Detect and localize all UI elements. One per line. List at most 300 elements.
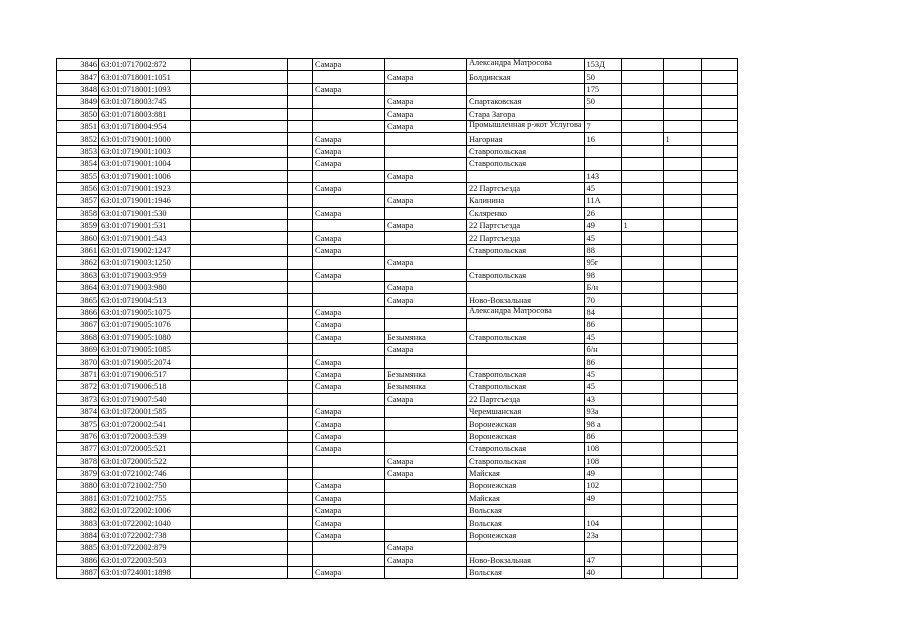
empty-cell[interactable] [191,182,288,194]
empty-narrow-cell[interactable] [288,467,313,479]
street-cell[interactable]: Ново-Вокзальная [467,554,585,566]
last-cell[interactable] [701,430,737,442]
street-cell[interactable]: Промышленная р-жот Услугова [467,120,585,132]
city-cell[interactable]: Самара [313,443,385,455]
district-cell[interactable]: Самара [385,282,467,294]
empty-narrow-cell[interactable] [288,368,313,380]
row-number-cell[interactable]: 3880 [57,480,99,492]
cadastral-number-cell[interactable]: 63:01:0719005:1080 [99,331,191,343]
city-cell[interactable] [313,282,385,294]
empty-narrow-cell[interactable] [288,430,313,442]
empty-cell[interactable] [191,195,288,207]
empty-narrow-cell[interactable] [288,232,313,244]
cadastral-number-cell[interactable]: 63:01:0722002:879 [99,542,191,554]
city-cell[interactable]: Самара [313,356,385,368]
empty-cell[interactable] [191,170,288,182]
extra-cell[interactable] [621,207,663,219]
empty-narrow-cell[interactable] [288,567,313,579]
city-cell[interactable]: Самара [313,418,385,430]
city-cell[interactable]: Самара [313,517,385,529]
district-cell[interactable] [385,430,467,442]
empty-cell[interactable] [191,517,288,529]
extra-cell[interactable] [621,418,663,430]
street-cell[interactable]: Майская [467,467,585,479]
house-number-cell[interactable]: 43 [584,393,621,405]
empty-narrow-cell[interactable] [288,393,313,405]
last-cell[interactable] [701,517,737,529]
cadastral-number-cell[interactable]: 63:01:0720005:522 [99,455,191,467]
empty-narrow-cell[interactable] [288,83,313,95]
extra-cell[interactable] [621,331,663,343]
empty-narrow-cell[interactable] [288,418,313,430]
street-cell[interactable]: Калинина [467,195,585,207]
flag-cell[interactable] [663,83,701,95]
last-cell[interactable] [701,542,737,554]
flag-cell[interactable] [663,108,701,120]
flag-cell[interactable] [663,269,701,281]
cadastral-number-cell[interactable]: 63:01:0719006:517 [99,368,191,380]
city-cell[interactable]: Самара [313,306,385,318]
cadastral-number-cell[interactable]: 63:01:0718003:745 [99,96,191,108]
district-cell[interactable] [385,306,467,318]
house-number-cell[interactable]: 95г [584,257,621,269]
extra-cell[interactable] [621,492,663,504]
extra-cell[interactable] [621,269,663,281]
row-number-cell[interactable]: 3849 [57,96,99,108]
empty-cell[interactable] [191,443,288,455]
extra-cell[interactable] [621,430,663,442]
district-cell[interactable]: Самара [385,170,467,182]
last-cell[interactable] [701,343,737,355]
cadastral-number-cell[interactable]: 63:01:0719007:540 [99,393,191,405]
district-cell[interactable]: Безымянка [385,368,467,380]
cadastral-number-cell[interactable]: 63:01:0719001:1004 [99,158,191,170]
empty-narrow-cell[interactable] [288,220,313,232]
street-cell[interactable] [467,343,585,355]
house-number-cell[interactable]: 49 [584,492,621,504]
empty-narrow-cell[interactable] [288,59,313,71]
empty-narrow-cell[interactable] [288,145,313,157]
district-cell[interactable]: Самара [385,542,467,554]
empty-cell[interactable] [191,529,288,541]
city-cell[interactable]: Самара [313,492,385,504]
extra-cell[interactable] [621,505,663,517]
city-cell[interactable]: Самара [313,529,385,541]
house-number-cell[interactable]: 98 [584,269,621,281]
empty-narrow-cell[interactable] [288,554,313,566]
city-cell[interactable]: Самара [313,319,385,331]
row-number-cell[interactable]: 3872 [57,381,99,393]
cadastral-number-cell[interactable]: 63:01:0718001:1093 [99,83,191,95]
extra-cell[interactable] [621,59,663,71]
district-cell[interactable]: Безымянка [385,331,467,343]
house-number-cell[interactable]: 40 [584,567,621,579]
district-cell[interactable]: Самара [385,257,467,269]
cadastral-number-cell[interactable]: 63:01:0717002:872 [99,59,191,71]
row-number-cell[interactable]: 3876 [57,430,99,442]
city-cell[interactable] [313,120,385,132]
city-cell[interactable] [313,96,385,108]
empty-narrow-cell[interactable] [288,282,313,294]
flag-cell[interactable] [663,381,701,393]
extra-cell[interactable] [621,170,663,182]
cadastral-number-cell[interactable]: 63:01:0719004:513 [99,294,191,306]
flag-cell[interactable] [663,492,701,504]
row-number-cell[interactable]: 3865 [57,294,99,306]
cadastral-number-cell[interactable]: 63:01:0724001:1898 [99,567,191,579]
row-number-cell[interactable]: 3846 [57,59,99,71]
flag-cell[interactable] [663,405,701,417]
city-cell[interactable] [313,343,385,355]
empty-cell[interactable] [191,567,288,579]
empty-narrow-cell[interactable] [288,207,313,219]
city-cell[interactable]: Самара [313,505,385,517]
empty-narrow-cell[interactable] [288,356,313,368]
row-number-cell[interactable]: 3855 [57,170,99,182]
cadastral-number-cell[interactable]: 63:01:0720001:585 [99,405,191,417]
empty-narrow-cell[interactable] [288,505,313,517]
cadastral-number-cell[interactable]: 63:01:0720003:539 [99,430,191,442]
extra-cell[interactable] [621,319,663,331]
flag-cell[interactable] [663,554,701,566]
flag-cell[interactable] [663,257,701,269]
flag-cell[interactable] [663,207,701,219]
house-number-cell[interactable]: 86 [584,430,621,442]
street-cell[interactable]: Ставропольская [467,158,585,170]
district-cell[interactable] [385,529,467,541]
empty-cell[interactable] [191,467,288,479]
cadastral-number-cell[interactable]: 63:01:0719005:1075 [99,306,191,318]
house-number-cell[interactable]: 49 [584,467,621,479]
street-cell[interactable]: Ново-Вокзальная [467,294,585,306]
last-cell[interactable] [701,158,737,170]
last-cell[interactable] [701,220,737,232]
row-number-cell[interactable]: 3867 [57,319,99,331]
street-cell[interactable]: Скляренко [467,207,585,219]
flag-cell[interactable] [663,145,701,157]
empty-cell[interactable] [191,207,288,219]
empty-narrow-cell[interactable] [288,96,313,108]
district-cell[interactable] [385,158,467,170]
house-number-cell[interactable]: 175 [584,83,621,95]
empty-narrow-cell[interactable] [288,294,313,306]
street-cell[interactable]: Ставропольская [467,269,585,281]
extra-cell[interactable] [621,356,663,368]
city-cell[interactable] [313,108,385,120]
last-cell[interactable] [701,505,737,517]
row-number-cell[interactable]: 3856 [57,182,99,194]
district-cell[interactable] [385,418,467,430]
row-number-cell[interactable]: 3878 [57,455,99,467]
district-cell[interactable] [385,319,467,331]
row-number-cell[interactable]: 3885 [57,542,99,554]
empty-cell[interactable] [191,59,288,71]
empty-cell[interactable] [191,145,288,157]
city-cell[interactable] [313,220,385,232]
house-number-cell[interactable]: 70 [584,294,621,306]
house-number-cell[interactable]: 50 [584,71,621,83]
flag-cell[interactable] [663,294,701,306]
empty-narrow-cell[interactable] [288,170,313,182]
cadastral-number-cell[interactable]: 63:01:0719001:1006 [99,170,191,182]
flag-cell[interactable] [663,567,701,579]
row-number-cell[interactable]: 3887 [57,567,99,579]
empty-narrow-cell[interactable] [288,120,313,132]
row-number-cell[interactable]: 3857 [57,195,99,207]
empty-cell[interactable] [191,120,288,132]
empty-cell[interactable] [191,542,288,554]
empty-narrow-cell[interactable] [288,195,313,207]
district-cell[interactable]: Самара [385,393,467,405]
extra-cell[interactable] [621,554,663,566]
cadastral-number-cell[interactable]: 63:01:0719001:531 [99,220,191,232]
cadastral-number-cell[interactable]: 63:01:0719003:959 [99,269,191,281]
empty-narrow-cell[interactable] [288,306,313,318]
cadastral-number-cell[interactable]: 63:01:0721002:750 [99,480,191,492]
last-cell[interactable] [701,418,737,430]
extra-cell[interactable] [621,467,663,479]
cadastral-number-cell[interactable]: 63:01:0719001:543 [99,232,191,244]
extra-cell[interactable] [621,182,663,194]
empty-narrow-cell[interactable] [288,319,313,331]
flag-cell[interactable] [663,393,701,405]
district-cell[interactable] [385,244,467,256]
street-cell[interactable]: Вольская [467,517,585,529]
last-cell[interactable] [701,120,737,132]
house-number-cell[interactable]: Б/н [584,282,621,294]
empty-cell[interactable] [191,343,288,355]
empty-narrow-cell[interactable] [288,529,313,541]
house-number-cell[interactable]: 84 [584,306,621,318]
row-number-cell[interactable]: 3864 [57,282,99,294]
district-cell[interactable] [385,517,467,529]
cadastral-number-cell[interactable]: 63:01:0719003:980 [99,282,191,294]
row-number-cell[interactable]: 3847 [57,71,99,83]
cadastral-number-cell[interactable]: 63:01:0719001:1000 [99,133,191,145]
flag-cell[interactable] [663,430,701,442]
empty-cell[interactable] [191,220,288,232]
street-cell[interactable]: Ставропольская [467,381,585,393]
district-cell[interactable] [385,505,467,517]
house-number-cell[interactable]: 45 [584,381,621,393]
extra-cell[interactable] [621,343,663,355]
house-number-cell[interactable]: 86 [584,356,621,368]
empty-cell[interactable] [191,108,288,120]
empty-narrow-cell[interactable] [288,269,313,281]
last-cell[interactable] [701,319,737,331]
row-number-cell[interactable]: 3868 [57,331,99,343]
last-cell[interactable] [701,529,737,541]
house-number-cell[interactable] [584,145,621,157]
city-cell[interactable]: Самара [313,368,385,380]
flag-cell[interactable] [663,306,701,318]
flag-cell[interactable] [663,517,701,529]
cadastral-number-cell[interactable]: 63:01:0719002:1247 [99,244,191,256]
street-cell[interactable]: Стара Загора [467,108,585,120]
street-cell[interactable]: 22 Партсъезда [467,220,585,232]
house-number-cell[interactable]: 104 [584,517,621,529]
last-cell[interactable] [701,108,737,120]
empty-narrow-cell[interactable] [288,108,313,120]
city-cell[interactable]: Самара [313,133,385,145]
empty-cell[interactable] [191,244,288,256]
extra-cell[interactable] [621,120,663,132]
row-number-cell[interactable]: 3883 [57,517,99,529]
street-cell[interactable]: Ставропольская [467,455,585,467]
last-cell[interactable] [701,405,737,417]
flag-cell[interactable] [663,319,701,331]
extra-cell[interactable] [621,567,663,579]
row-number-cell[interactable]: 3854 [57,158,99,170]
flag-cell[interactable] [663,368,701,380]
district-cell[interactable] [385,480,467,492]
row-number-cell[interactable]: 3859 [57,220,99,232]
empty-narrow-cell[interactable] [288,517,313,529]
extra-cell[interactable] [621,158,663,170]
extra-cell[interactable] [621,542,663,554]
empty-cell[interactable] [191,282,288,294]
house-number-cell[interactable]: 45 [584,232,621,244]
street-cell[interactable]: Вольская [467,567,585,579]
empty-narrow-cell[interactable] [288,381,313,393]
district-cell[interactable] [385,492,467,504]
extra-cell[interactable]: 1 [621,220,663,232]
district-cell[interactable]: Самара [385,343,467,355]
flag-cell[interactable] [663,443,701,455]
house-number-cell[interactable]: 50 [584,96,621,108]
last-cell[interactable] [701,455,737,467]
empty-cell[interactable] [191,405,288,417]
district-cell[interactable]: Самара [385,554,467,566]
flag-cell[interactable] [663,158,701,170]
house-number-cell[interactable]: 49 [584,220,621,232]
district-cell[interactable] [385,182,467,194]
last-cell[interactable] [701,443,737,455]
cadastral-number-cell[interactable]: 63:01:0719006:518 [99,381,191,393]
empty-narrow-cell[interactable] [288,331,313,343]
flag-cell[interactable]: 1 [663,133,701,145]
street-cell[interactable]: 22 Партсъезда [467,182,585,194]
district-cell[interactable]: Самара [385,96,467,108]
house-number-cell[interactable]: 47 [584,554,621,566]
last-cell[interactable] [701,282,737,294]
street-cell[interactable]: Нагорная [467,133,585,145]
street-cell[interactable]: Александра Матросова [467,306,585,318]
house-number-cell[interactable] [584,542,621,554]
city-cell[interactable] [313,170,385,182]
last-cell[interactable] [701,244,737,256]
district-cell[interactable] [385,232,467,244]
district-cell[interactable] [385,443,467,455]
flag-cell[interactable] [663,467,701,479]
row-number-cell[interactable]: 3850 [57,108,99,120]
street-cell[interactable]: Александра Матросова [467,59,585,71]
extra-cell[interactable] [621,145,663,157]
empty-cell[interactable] [191,71,288,83]
flag-cell[interactable] [663,505,701,517]
street-cell[interactable] [467,319,585,331]
row-number-cell[interactable]: 3879 [57,467,99,479]
district-cell[interactable]: Самара [385,294,467,306]
city-cell[interactable]: Самара [313,207,385,219]
row-number-cell[interactable]: 3877 [57,443,99,455]
street-cell[interactable] [467,170,585,182]
row-number-cell[interactable]: 3858 [57,207,99,219]
district-cell[interactable] [385,207,467,219]
last-cell[interactable] [701,133,737,145]
cadastral-number-cell[interactable]: 63:01:0719003:1250 [99,257,191,269]
empty-narrow-cell[interactable] [288,455,313,467]
street-cell[interactable]: Ставропольская [467,331,585,343]
empty-cell[interactable] [191,554,288,566]
city-cell[interactable] [313,554,385,566]
flag-cell[interactable] [663,542,701,554]
district-cell[interactable] [385,59,467,71]
house-number-cell[interactable]: 23а [584,529,621,541]
city-cell[interactable]: Самара [313,381,385,393]
row-number-cell[interactable]: 3882 [57,505,99,517]
district-cell[interactable] [385,133,467,145]
cadastral-number-cell[interactable]: 63:01:0722002:1040 [99,517,191,529]
row-number-cell[interactable]: 3875 [57,418,99,430]
flag-cell[interactable] [663,59,701,71]
row-number-cell[interactable]: 3870 [57,356,99,368]
cadastral-number-cell[interactable]: 63:01:0719005:2074 [99,356,191,368]
empty-cell[interactable] [191,319,288,331]
house-number-cell[interactable]: 86 [584,319,621,331]
row-number-cell[interactable]: 3848 [57,83,99,95]
empty-narrow-cell[interactable] [288,158,313,170]
extra-cell[interactable] [621,294,663,306]
cadastral-number-cell[interactable]: 63:01:0722002:738 [99,529,191,541]
empty-cell[interactable] [191,232,288,244]
extra-cell[interactable] [621,83,663,95]
district-cell[interactable]: Самара [385,195,467,207]
last-cell[interactable] [701,257,737,269]
extra-cell[interactable] [621,282,663,294]
empty-narrow-cell[interactable] [288,244,313,256]
street-cell[interactable]: 22 Партсъезда [467,393,585,405]
last-cell[interactable] [701,368,737,380]
empty-cell[interactable] [191,455,288,467]
district-cell[interactable] [385,145,467,157]
city-cell[interactable]: Самара [313,405,385,417]
district-cell[interactable]: Самара [385,71,467,83]
city-cell[interactable] [313,542,385,554]
empty-cell[interactable] [191,331,288,343]
empty-cell[interactable] [191,306,288,318]
house-number-cell[interactable] [584,158,621,170]
last-cell[interactable] [701,83,737,95]
house-number-cell[interactable]: 88 [584,244,621,256]
cadastral-number-cell[interactable]: 63:01:0719005:1076 [99,319,191,331]
last-cell[interactable] [701,492,737,504]
empty-narrow-cell[interactable] [288,133,313,145]
empty-narrow-cell[interactable] [288,492,313,504]
flag-cell[interactable] [663,195,701,207]
house-number-cell[interactable]: 45 [584,368,621,380]
empty-cell[interactable] [191,133,288,145]
flag-cell[interactable] [663,220,701,232]
extra-cell[interactable] [621,244,663,256]
cadastral-number-cell[interactable]: 63:01:0719001:1946 [99,195,191,207]
cadastral-number-cell[interactable]: 63:01:0721002:746 [99,467,191,479]
last-cell[interactable] [701,356,737,368]
last-cell[interactable] [701,232,737,244]
cadastral-number-cell[interactable]: 63:01:0721002:755 [99,492,191,504]
row-number-cell[interactable]: 3861 [57,244,99,256]
extra-cell[interactable] [621,455,663,467]
